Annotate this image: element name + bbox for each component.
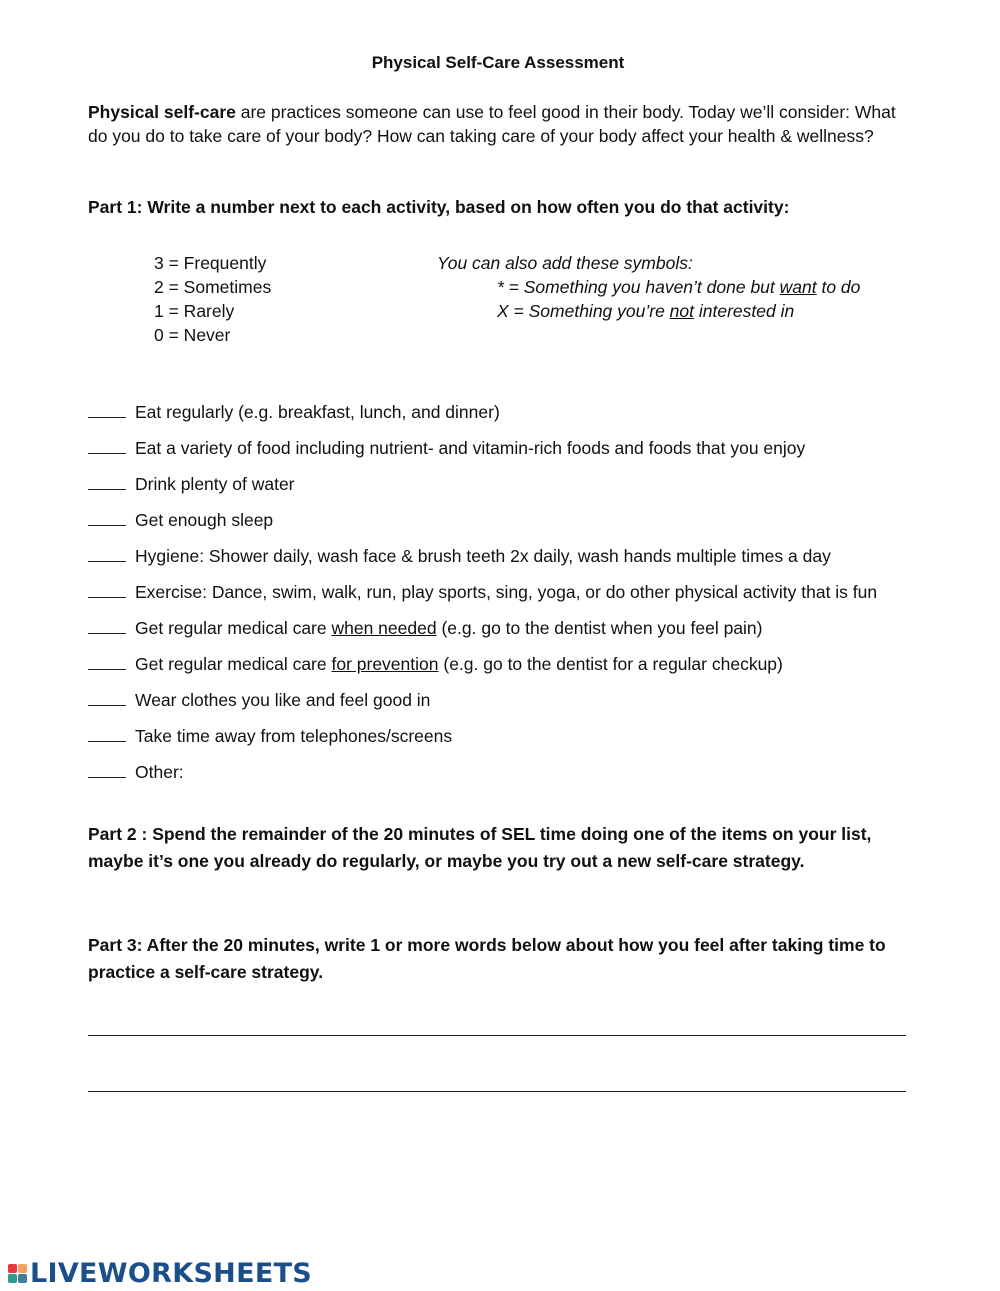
activity-text: Get enough sleep bbox=[135, 510, 274, 530]
activity-text: Get regular medical care bbox=[135, 654, 332, 674]
answer-blank[interactable] bbox=[88, 489, 126, 490]
answer-blank[interactable] bbox=[88, 453, 126, 454]
activity-text-post: (e.g. go to the dentist for a regular checkup) bbox=[438, 654, 783, 674]
activity-text: Wear clothes you like and feel good in bbox=[135, 690, 431, 710]
symbol-x-underlined: not bbox=[669, 301, 694, 321]
activity-text: Get regular medical care bbox=[135, 618, 332, 638]
answer-blank[interactable] bbox=[88, 669, 126, 670]
answer-blank[interactable] bbox=[88, 561, 126, 562]
scale-item: 2 = Sometimes bbox=[154, 277, 272, 297]
intro-line-1: are practices someone can use to feel good in their body. Today we’ll consider: What bbox=[235, 102, 896, 122]
activity-row bbox=[88, 438, 805, 459]
logo-square bbox=[18, 1264, 27, 1273]
activity-text: Eat regularly (e.g. breakfast, lunch, and dinner) bbox=[135, 402, 500, 422]
activity-row bbox=[88, 546, 831, 567]
logo-square bbox=[18, 1274, 27, 1283]
activity-text: Exercise: Dance, swim, walk, run, play sports, sing, yoga, or do other physical activity that is fun bbox=[135, 582, 878, 602]
part1-heading: Part 1: Write a number next to each activity, based on how often you do that activity: bbox=[88, 197, 790, 217]
answer-blank[interactable] bbox=[88, 597, 126, 598]
answer-blank[interactable] bbox=[88, 417, 126, 418]
answer-blank[interactable] bbox=[88, 633, 126, 634]
activity-underlined: for prevention bbox=[331, 654, 439, 674]
response-line-1[interactable] bbox=[88, 1035, 906, 1036]
activity-row bbox=[88, 690, 430, 711]
symbol-star-prefix: * = Something you haven’t done but bbox=[497, 277, 780, 297]
activity-text: Take time away from telephones/screens bbox=[135, 726, 453, 746]
activity-row bbox=[88, 402, 500, 423]
frequency-scale bbox=[154, 251, 271, 347]
intro-bold-term: Physical self-care bbox=[88, 102, 236, 122]
scale-item: 0 = Never bbox=[154, 325, 231, 345]
activity-row bbox=[88, 582, 877, 603]
scale-item: 1 = Rarely bbox=[154, 301, 235, 321]
page-title: Physical Self-Care Assessment bbox=[371, 53, 625, 72]
part3-heading: Part 3: After the 20 minutes, write 1 or more words below about how you feel after taking time to practice a self-care strategy. bbox=[88, 935, 886, 982]
part2-heading: Part 2 : Spend the remainder of the 20 minutes of SEL time doing one of the items on your list, maybe it’s one you already do regularly, or maybe you try out a new self-care strategy. bbox=[88, 824, 872, 871]
symbol-x-legend bbox=[497, 299, 794, 323]
activity-text: Other: bbox=[135, 762, 184, 782]
symbols-intro: You can also add these symbols: bbox=[437, 253, 693, 273]
response-line-2[interactable] bbox=[88, 1091, 906, 1092]
logo-text: LIVEWORKSHEETS bbox=[30, 1258, 313, 1289]
activity-text: Hygiene: Shower daily, wash face & brush teeth 2x daily, wash hands multiple times a day bbox=[135, 546, 831, 566]
symbol-x-prefix: X = Something you’re bbox=[497, 301, 670, 321]
activity-row bbox=[88, 762, 184, 783]
activity-text: Eat a variety of food including nutrient- and vitamin-rich foods and foods that you enjoy bbox=[135, 438, 806, 458]
activity-text-post: (e.g. go to the dentist when you feel pain) bbox=[436, 618, 763, 638]
liveworksheets-logo-icon bbox=[8, 1264, 27, 1283]
logo-square bbox=[8, 1264, 17, 1273]
scale-item: 3 = Frequently bbox=[154, 253, 267, 273]
activity-underlined: when needed bbox=[331, 618, 437, 638]
symbol-star-legend bbox=[497, 275, 860, 299]
symbol-star-underlined: want bbox=[779, 277, 817, 297]
answer-blank[interactable] bbox=[88, 525, 126, 526]
activity-row bbox=[88, 510, 273, 531]
liveworksheets-logo bbox=[8, 1258, 312, 1289]
activity-row bbox=[88, 474, 295, 495]
activity-row bbox=[88, 618, 763, 639]
logo-square bbox=[8, 1274, 17, 1283]
answer-blank[interactable] bbox=[88, 705, 126, 706]
symbol-star-suffix: to do bbox=[816, 277, 861, 297]
activity-row bbox=[88, 726, 452, 747]
activity-row bbox=[88, 654, 783, 675]
answer-blank[interactable] bbox=[88, 777, 126, 778]
intro-line-2: do you do to take care of your body? How can taking care of your body affect your health & wellness? bbox=[88, 126, 874, 146]
symbol-x-suffix: interested in bbox=[694, 301, 795, 321]
answer-blank[interactable] bbox=[88, 741, 126, 742]
activity-text: Drink plenty of water bbox=[135, 474, 295, 494]
intro-paragraph bbox=[88, 100, 918, 148]
